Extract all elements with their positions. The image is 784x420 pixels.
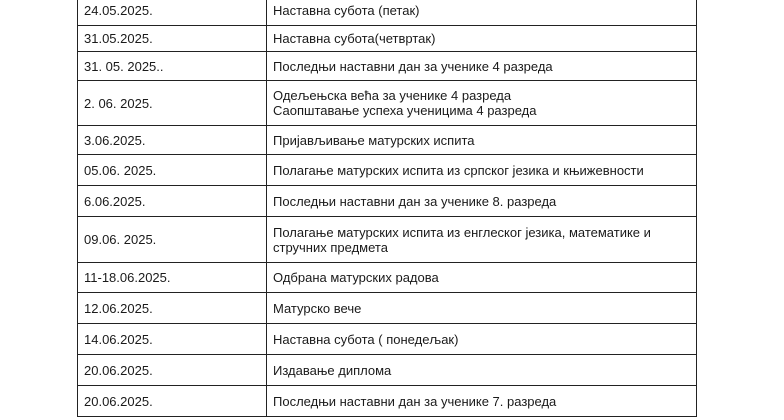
date-cell: 2. 06. 2025. [78,81,267,126]
event-cell [267,126,697,155]
schedule-table [77,0,697,417]
event-text: Последњи наставни дан за ученике 4 разреда [273,58,553,74]
event-cell [267,324,697,355]
event-cell [267,355,697,386]
event-text: Полагање матурских испита из српског језика и књижевности [273,162,644,178]
event-text: Последњи наставни дан за ученике 7. разреда [273,393,557,409]
table-row [78,217,697,263]
table-row [78,186,697,217]
event-text: Одбрана матурских радова [273,270,439,285]
table-row [78,155,697,186]
event-cell [267,155,697,186]
date-cell: 14.06.2025. [78,324,267,355]
table-row [78,386,697,417]
date-cell: 09.06. 2025. [78,217,267,263]
event-cell [267,293,697,324]
date-cell: 31.05.2025. [78,26,267,52]
date-cell: 20.06.2025. [78,355,267,386]
event-cell [267,386,697,417]
table-row [78,293,697,324]
event-text: Матурско вече [273,300,362,316]
table-row [78,26,697,52]
event-text: стручних предмета [273,239,388,255]
date-cell: 3.06.2025. [78,126,267,155]
event-text: Саопштавање успеха ученицима 4 разреда [273,103,537,118]
event-text: Наставна субота (петак) [273,2,420,18]
event-text: Одељењска већа за ученике 4 разреда [273,88,512,103]
event-cell [267,52,697,81]
date-cell: 6.06.2025. [78,186,267,217]
date-cell: 20.06.2025. [78,386,267,417]
event-text: Наставна субота(четвртак) [273,31,436,46]
table-row [78,324,697,355]
event-text: Последњи наставни дан за ученике 8. разреда [273,193,557,209]
event-cell [267,26,697,52]
table-row [78,355,697,386]
table-row [78,126,697,155]
date-cell: 12.06.2025. [78,293,267,324]
event-cell [267,81,697,126]
date-cell: 11-18.06.2025. [78,263,267,293]
event-text: Пријављивање матурских испита [273,132,475,148]
event-text: Полагање матурских испита из енглеског језика, математике и [273,224,651,240]
event-cell [267,217,697,263]
date-cell: 24.05.2025. [78,0,267,26]
table-row [78,52,697,81]
event-text: Издавање диплома [273,362,392,378]
date-cell: 05.06. 2025. [78,155,267,186]
table-row [78,263,697,293]
date-cell: 31. 05. 2025.. [78,52,267,81]
event-cell [267,263,697,293]
event-cell [267,0,697,26]
event-cell [267,186,697,217]
event-text: Наставна субота ( понедељак) [273,331,459,347]
table-row [78,81,697,126]
table-row [78,0,697,26]
